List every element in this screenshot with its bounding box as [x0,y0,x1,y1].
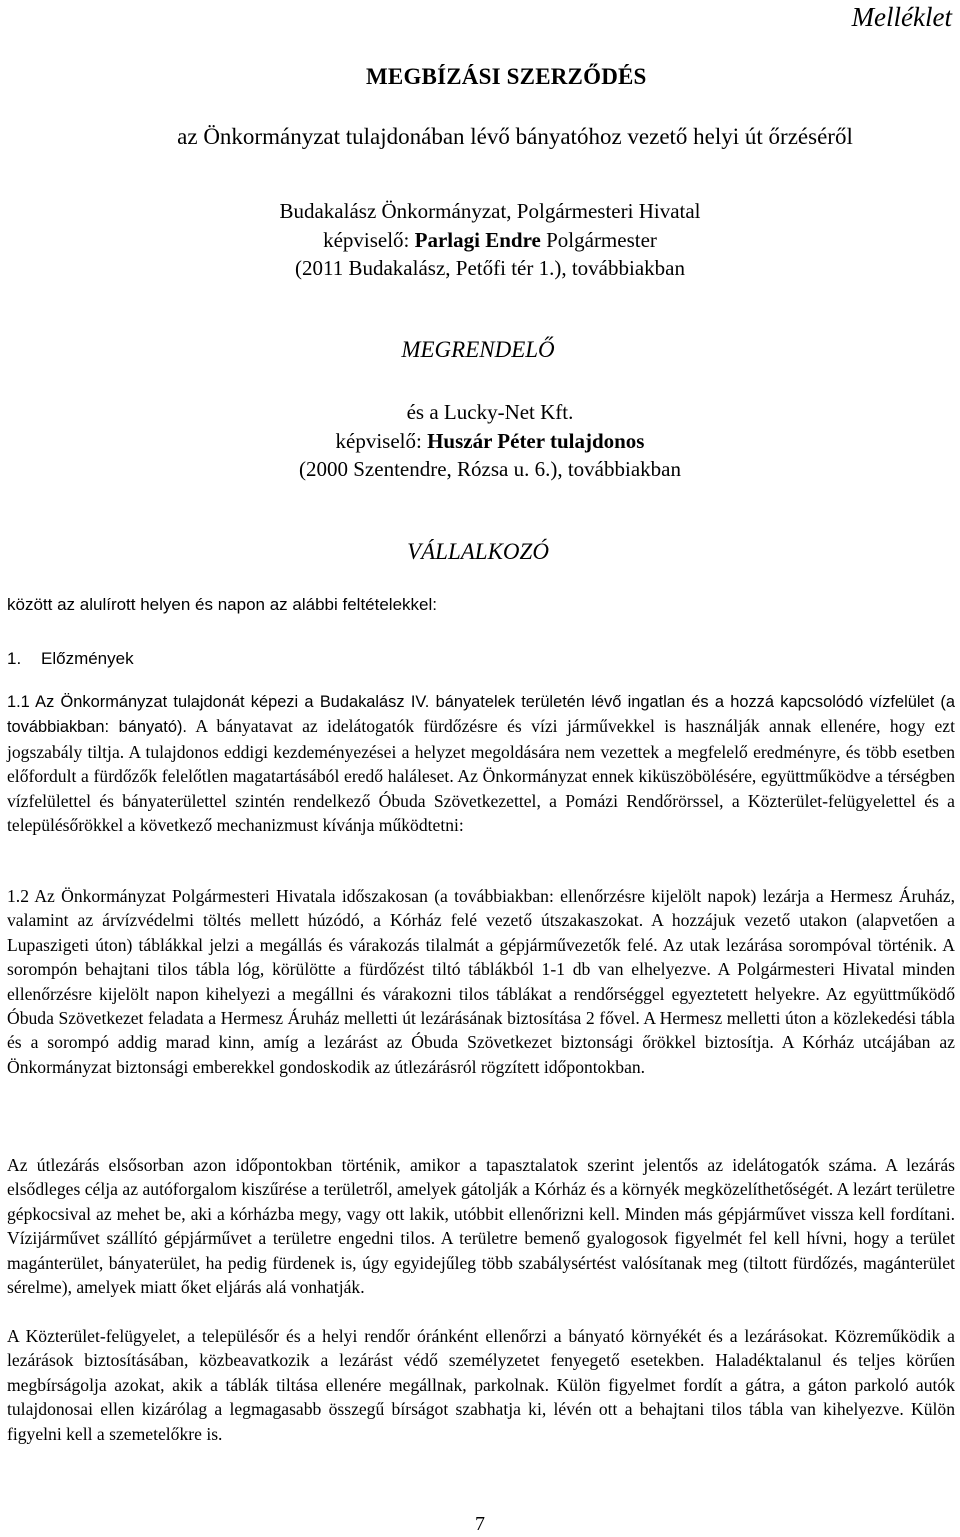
party-a-rep-prefix: képviselő: [323,227,415,252]
paragraph-1-2: 1.2 Az Önkormányzat Polgármesteri Hivatala időszakosan (a továbbiakban: ellenőrzésre kijelölt napok) lezárja a Hermesz Áruház, valamint az árvízvédelmi töltés mellett húzódó, a Kórház felé vezető útszakaszokat. A hozzájuk vezető utakon (alapvetően a Lupaszigeti úton) táblákkal jelzi a megállás és várakozás tilalmát a gépjárművezetők felé. Az utak lezárása sorompóval történik. A sorompón behajtani tilos tábla lóg, körülötte a fürdőzést tiltó táblákból 1-1 db van elhelyezve. A Polgármesteri Hivatal minden ellenőrzésre kijelölt napon kihelyezi a megállni és várakozni tilos táblákat a rendőrséggel egyeztetett helyekre. Az együttműködő Óbuda Szövetkezet feladata a Hermesz Áruház melletti út lezárásának biztosítása 2 fővel. A Hermesz melletti úton a közlekedési tábla és a sorompó addig marad kinn, amíg a lezárást az Óbuda Szövetkezet biztonsági őrökkel biztosítja. A Kórház utcájában az Önkormányzat biztonsági emberekkel gondoskodik az útlezárásról rögzített időpontokban. [7,886,955,1077]
party-a-role: MEGRENDELŐ [401,337,555,362]
party-b-rep-name: Huszár Péter tulajdonos [427,428,645,453]
party-a-block [0,197,960,283]
party-a-address: (2011 Budakalász, Petőfi tér 1.), továbbiakban [295,256,685,280]
party-a-rep-suffix: Polgármester [540,227,657,252]
paragraph-1-1-body: A bányatavat az idelátogatók fürdőzésre és vízi járművekkel is használják annak ellenére, hogy ezt jogszabály tiltja. A tulajdonos eddigi kezdeményezései a helyzet megoldására nem vezettek a megfelelő eredményre, és több esetben előfordult a fürdőzők felelőtlen magatartásából eredő haláleset. Az Önkormányzat ennek kiküszöbölésére, együttműködve a térségben vízfelülettel és bányaterülettel szintén rendelkező Óbuda Szövetkezettel, a Pomázi Rendőrörssel, a Közterület-felügyelettel és a településőrökkel a következő mechanizmust kívánja működtetni: [7,716,955,836]
document-title: MEGBÍZÁSI SZERZŐDÉS [366,64,647,89]
section-number: 1. [7,649,22,668]
paragraph-supervision: A Közterület-felügyelet, a településőr és a helyi rendőr óránként ellenőrzi a bányató környékét és a lezárásokat. Közreműködik a lezárások biztosításában, közbeavatkozik a lezárást védő személyzetet fenyegető esetekben. Haladéktalanul és teljes körűen megbírságolja azokat, akik a táblák tiltása ellenére megállnak, parkolnak. Külön figyelmet fordít a gátra, a gáton parkoló autók tulajdonosai ellen kizárólag a legmagasabb összegű bírságot szabhatja ki, lévén ott a behajtani tilos tábla van kihelyezve. Külön figyelni kell a szemetelőkre is. [7,1326,955,1444]
paragraph-1-1-intro: 1.1 Az Önkormányzat tulajdonát képezi a Budakalász IV. bányatelek területén lévő ingatlan és a hozzá kapcsolódó vízfelület (a továbbiakban: bányató). [7,693,955,737]
party-b-representative [0,427,960,456]
party-a-name: Budakalász Önkormányzat, Polgármesteri Hivatal [279,199,701,223]
section-heading [7,649,134,669]
paragraph-1-1 [7,689,955,837]
between-clause: között az alulírott helyen és napon az alábbi feltételekkel: [7,595,437,614]
party-b-address: (2000 Szentendre, Rózsa u. 6.), továbbiakban [299,457,681,481]
document-subtitle: az Önkormányzat tulajdonában lévő bányatóhoz vezető helyi út őrzéséről [177,124,853,149]
party-b-rep-prefix: képviselő: [335,428,428,453]
party-a-rep-name: Parlagi Endre [414,227,541,252]
annex-label: Melléklet [851,2,952,32]
party-b-block [0,398,960,484]
party-a-representative [0,226,960,255]
party-b-name: és a Lucky-Net Kft. [406,400,574,424]
page-number: 7 [475,1513,485,1535]
section-title: Előzmények [41,649,134,668]
party-b-role: VÁLLALKOZÓ [407,539,549,564]
paragraph-road-closure: Az útlezárás elsősorban azon időpontokban történik, amikor a tapasztalatok szerint jelentős az idelátogatók száma. A lezárás elsődleges célja az autóforgalom kiszűrése a területről, amelyek gátolják a Kórház és a környék megközelíthetőségét. A lezárt területre gépkocsival az mehet be, aki a kórházba megy, vagy ott lakik, utóbbit ellenőrizni kell. Minden más gépjárművet vissza kell fordítani. Vízijárművet szállító gépjárművet a területre engedni tilos. A területre bemenő gyalogosok figyelmét fel kell hívni, hogy a terület magánterület, bányaterület, ha pedig fürdenek is, úgy egyidejűleg több szabálysértést valósítanak meg (tiltott fürdőzés, magánterület sérelme), amelyek miatt őket eljárás alá vonhatják. [7,1155,955,1298]
